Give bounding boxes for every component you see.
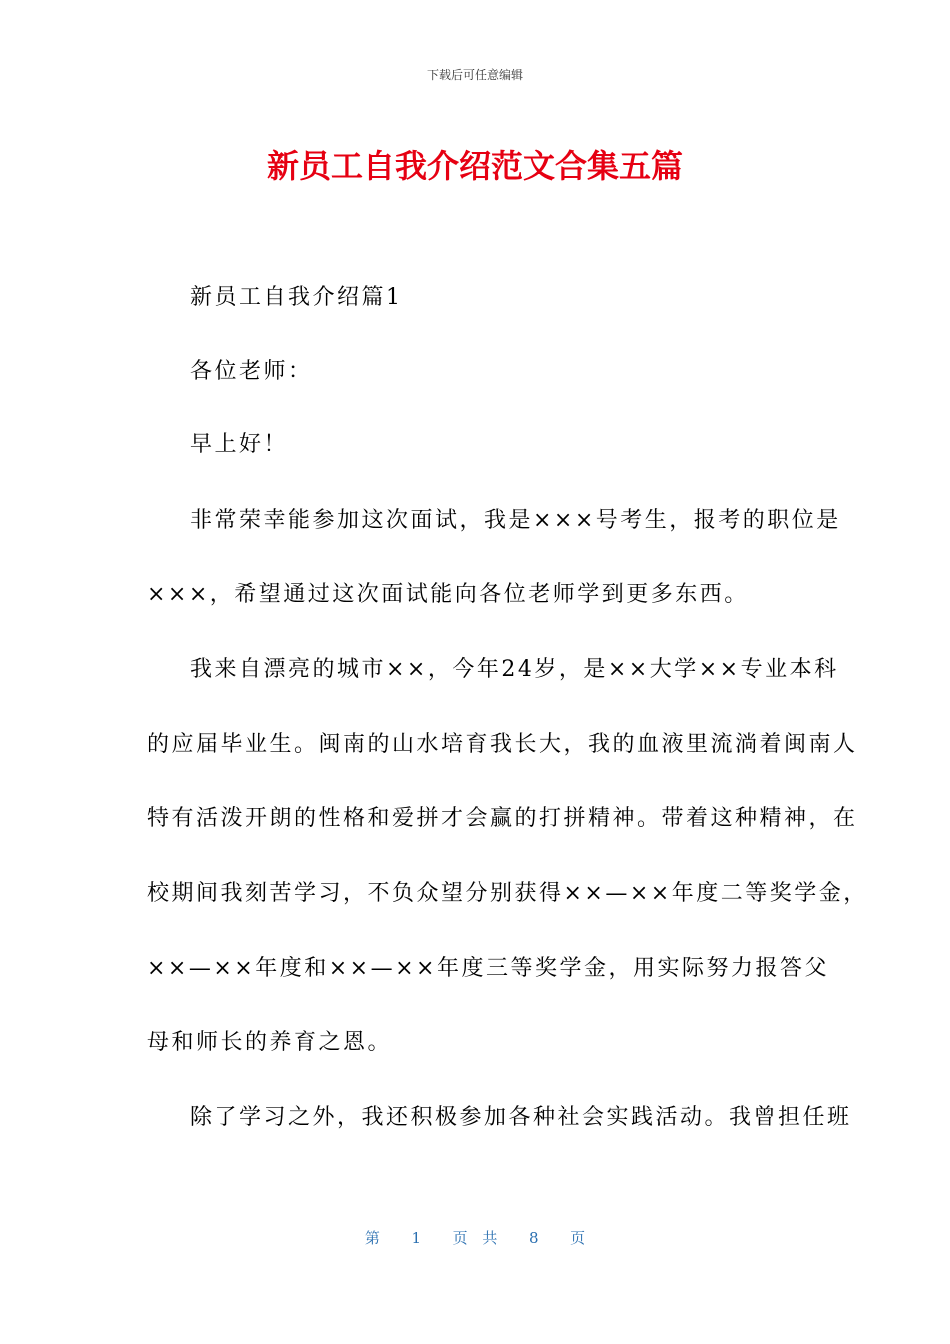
paragraph-line: 母和师长的养育之恩。 bbox=[147, 1030, 393, 1055]
paragraph-line: 特有活泼开朗的性格和爱拼才会赢的打拼精神。带着这种精神，在 bbox=[147, 806, 858, 831]
page-label-suffix: 页 bbox=[570, 1229, 586, 1247]
salutation-line: 各位老师： bbox=[190, 359, 313, 384]
paragraph-line: ×××，希望通过这次面试能向各位老师学到更多东西。 bbox=[147, 582, 749, 607]
document-title: 新员工自我介绍范文合集五篇 bbox=[266, 147, 683, 185]
paragraph-line: 除了学习之外，我还积极参加各种社会实践活动。我曾担任班 bbox=[190, 1105, 852, 1130]
page-label-prefix: 第 bbox=[364, 1229, 380, 1247]
section-heading: 新员工自我介绍篇1 bbox=[190, 285, 403, 310]
greeting-line: 早上好！ bbox=[190, 432, 289, 457]
paragraph-line: 校期间我刻苦学习，不负众望分别获得××—××年度二等奖学金， bbox=[147, 881, 868, 906]
current-page-number: 1 bbox=[411, 1229, 422, 1247]
paragraph-line: ××—××年度和××—××年度三等奖学金，用实际努力报答父 bbox=[147, 956, 829, 981]
total-pages-number: 8 bbox=[528, 1229, 539, 1247]
page-footer bbox=[0, 1228, 950, 1248]
header-note: 下载后可任意编辑 bbox=[426, 68, 523, 82]
paragraph-line: 我来自漂亮的城市××，今年24岁，是××大学××专业本科 bbox=[190, 657, 839, 682]
page-label-mid: 页 共 bbox=[452, 1229, 498, 1247]
paragraph-line: 的应届毕业生。闽南的山水培育我长大，我的血液里流淌着闽南人 bbox=[147, 732, 858, 757]
paragraph-line: 非常荣幸能参加这次面试，我是×××号考生，报考的职位是 bbox=[190, 508, 841, 533]
